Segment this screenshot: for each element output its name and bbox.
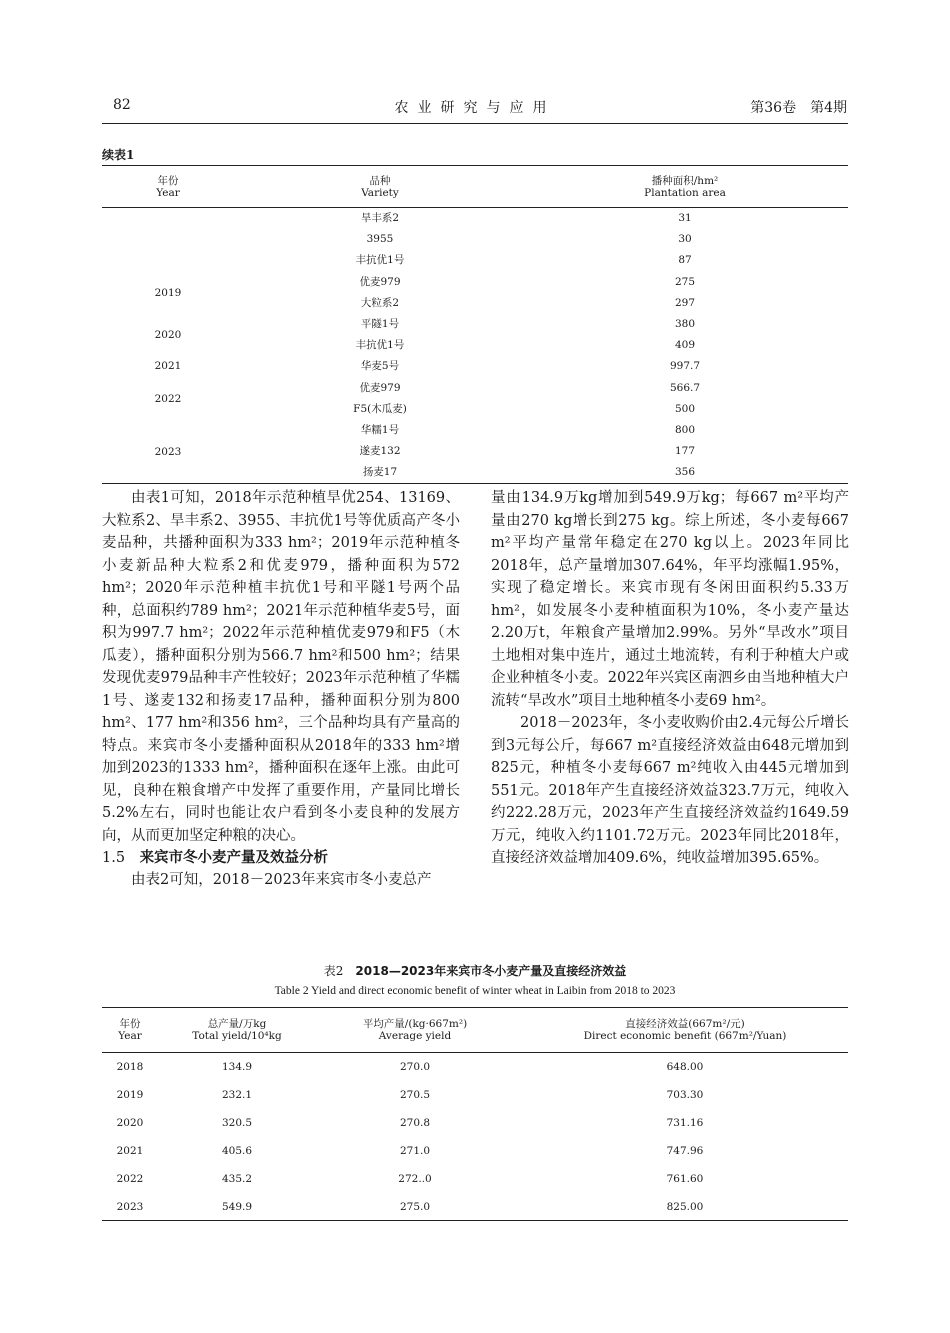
table2-cell-total: 232.1 [221, 1089, 253, 1101]
page-number: 82 [113, 97, 131, 113]
right-column [491, 487, 849, 870]
table1-top-rule [102, 165, 848, 166]
table1-cell-area: 87 [678, 254, 692, 267]
table2-cell-year: 2021 [116, 1145, 144, 1157]
table2-cell-total: 320.5 [221, 1117, 253, 1129]
table1-cell-variety: 优麦979 [359, 275, 401, 288]
volume-issue: 第36卷 第4期 [750, 100, 847, 116]
table1-cell-area: 500 [674, 402, 696, 415]
table2-cell-benefit: 825.00 [666, 1201, 704, 1213]
table2-cell-avg: 270.8 [399, 1117, 431, 1129]
table1-cell-area: 800 [674, 424, 696, 436]
table2-cell-year: 2019 [116, 1089, 144, 1101]
table1-year-2020: 2020 [154, 329, 182, 341]
table1-cell-variety: 旱丰系2 [360, 212, 400, 224]
table1-cell-area: 356 [674, 466, 696, 479]
table1-cell-area: 297 [674, 296, 696, 309]
table1-cell-variety: 3955 [366, 233, 394, 246]
table1-year-2023: 2023 [154, 446, 182, 458]
table1-cell-area: 31 [678, 212, 692, 224]
table2-cell-year: 2020 [116, 1117, 144, 1129]
table1-col-area: 播种面积/hm² Plantation area [644, 175, 726, 199]
table2-col-year: 年份 Year [118, 1018, 142, 1042]
table1-cell-area: 177 [674, 445, 696, 458]
table2-cell-benefit: 648.00 [666, 1061, 704, 1073]
table2-cell-avg: 275.0 [399, 1201, 431, 1213]
table2-cell-total: 405.6 [221, 1145, 253, 1157]
table1-cell-area: 409 [674, 339, 696, 352]
table1-cell-area: 275 [674, 275, 696, 288]
table1-cell-variety: 华麦5号 [360, 360, 400, 373]
table1-cell-area: 997.7 [669, 360, 701, 373]
left-column [102, 487, 460, 892]
table2-cell-benefit: 731.16 [666, 1117, 704, 1129]
table2-header-rule [102, 1052, 848, 1053]
table2-cell-avg: 270.0 [399, 1061, 431, 1073]
table1-cell-variety: 平隧1号 [360, 318, 400, 330]
table1-cell-area: 566.7 [669, 381, 701, 394]
table1-cell-area: 30 [678, 233, 692, 246]
table1-header-rule [102, 207, 848, 208]
table2-bottom-rule [102, 1220, 848, 1221]
table2-col-total: 总产量/万kg Total yield/10⁴kg [192, 1018, 282, 1042]
table2-cell-benefit: 703.30 [666, 1089, 704, 1101]
paragraph-yield-continued: 量由134.9万kg增加到549.9万kg；每667 m²平均产量由270 kg增长到275 kg。综上所述，冬小麦每667 m²平均产量常年稳定在270 kg以上。2023年同比2018年，总产量增加307.64%，年平均涨幅1.95%，实现了稳定增长。来宾市现有冬闲田面积约5.33万hm²，如发展冬小麦种植面积为10%，冬小麦产量达2.20万t，年粮食产量增加2.99%。另外“旱改水”项目土地相对集中连片，通过土地流转，有利于种植大户或企业种植冬小麦。2022年兴宾区南泗乡由当地种植大户流转“旱改水”项目土地种植冬小麦69 hm²。 [491, 490, 849, 709]
table1-col-year: 年份 Year [156, 175, 180, 199]
table1-cell-variety: 丰抗优1号 [355, 254, 405, 267]
table1-cell-area: 380 [674, 318, 696, 330]
table2-cell-total: 134.9 [221, 1061, 253, 1073]
table2-cell-benefit: 761.60 [666, 1173, 704, 1185]
table2-col-benefit: 直接经济效益(667m²/元) Direct economic benefit (667m²/Yuan) [583, 1018, 787, 1042]
table2-cell-total: 435.2 [221, 1173, 253, 1185]
table1-cell-variety: 遂麦132 [359, 445, 401, 458]
table1-cell-variety: F5(木瓜麦) [353, 402, 407, 415]
table2-top-rule [102, 1007, 848, 1008]
table1-year-2019: 2019 [154, 287, 182, 299]
table1-label: 续表1 [102, 148, 135, 162]
table1-cell-variety: 优麦979 [359, 381, 401, 394]
header-rule [102, 123, 848, 124]
paragraph-economic-benefit: 2018－2023年，冬小麦收购价由2.4元每公斤增长到3元每公斤，每667 m²直接经济效益由648元增加到825元，种植冬小麦每667 m²纯收入由445元增加到551元。2018年产生直接经济效益323.7万元，纯收入约222.28万元，2023年产生直接经济效益约1649.59万元，纯收入约1101.72万元。2023年同比2018年，直接经济效益增加409.6%，纯收益增加395.65%。 [491, 715, 849, 866]
paragraph-table1-analysis: 由表1可知，2018年示范种植旱优254、13169、大粒系2、旱丰系2、3955、丰抗优1号等优质高产冬小麦品种，共播种面积为333 hm²；2019年示范种植冬小麦新品种大粒系2和优麦979，播种面积为572 hm²；2020年示范种植丰抗优1号和平隧1号两个品种，总面积约789 hm²；2021年示范种植华麦5号，面积为997.7 hm²；2022年示范种植优麦979和F5（木瓜麦），播种面积分别为566.7 hm²和500 hm²；结果发现优麦979品种丰产性较好；2023年示范种植了华糯1号、遂麦132和扬麦17品种，播种面积分别为800 hm²、177 hm²和356 hm²，三个品种均具有产量高的特点。来宾市冬小麦播种面积从2018年的333 hm²增加到2023的1333 hm²，播种面积在逐年上涨。由此可见，良种在粮食增产中发挥了重要作用，产量同比增长5.2%左右，同时也能让农户看到冬小麦良种的发展方向，从而更加坚定种粮的决心。 [102, 490, 460, 844]
table2-cell-benefit: 747.96 [666, 1145, 704, 1157]
table1-col-variety: 品种 Variety [361, 175, 399, 199]
paragraph-table2-intro: 由表2可知，2018－2023年来宾市冬小麦总产 [131, 872, 432, 888]
table1-cell-variety: 华糯1号 [360, 424, 400, 436]
table1-cell-variety: 大粒系2 [360, 296, 400, 309]
table1-cell-variety: 扬麦17 [362, 466, 398, 479]
table2-cell-avg: 270.5 [399, 1089, 431, 1101]
table2-title-cn: 表2 2018—2023年来宾市冬小麦产量及直接经济效益 [323, 964, 627, 978]
table2-cell-avg: 272..0 [398, 1173, 432, 1185]
table2-cell-year: 2023 [116, 1201, 144, 1213]
table2-col-avg: 平均产量/(kg·667m²) Average yield [362, 1018, 468, 1042]
table1-cell-year: 2021 [154, 360, 182, 373]
table1-bottom-rule [102, 483, 848, 484]
table2-cell-year: 2018 [116, 1061, 144, 1073]
table1-year-2022: 2022 [154, 393, 182, 405]
table1-cell-variety: 丰抗优1号 [355, 339, 405, 352]
journal-title: 农业研究与应用 [394, 100, 556, 116]
table2-cell-total: 549.9 [221, 1201, 253, 1213]
table2-cell-year: 2022 [116, 1173, 144, 1185]
table2-cell-avg: 271.0 [399, 1145, 431, 1157]
table2-title-en: Table 2 Yield and direct economic benefit of winter wheat in Laibin from 2018 to 2023 [274, 985, 676, 997]
section-heading-1-5: 1.5 来宾市冬小麦产量及效益分析 [102, 850, 329, 866]
